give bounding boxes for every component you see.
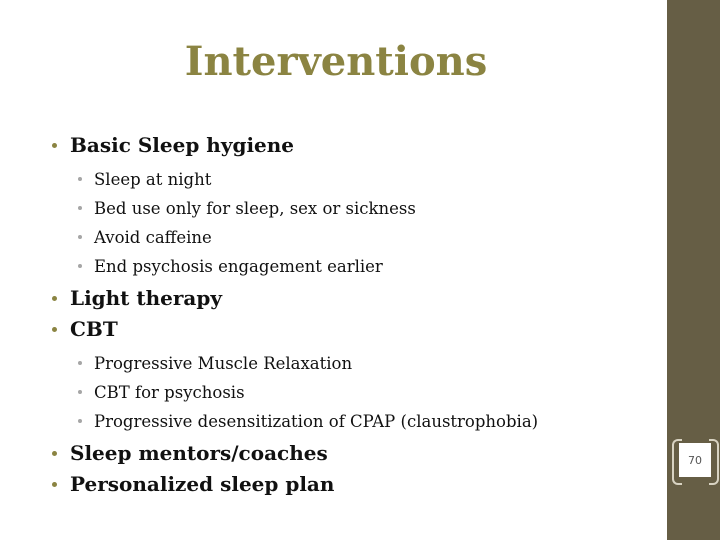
bullet-item — [52, 314, 652, 345]
sub-bullet-icon — [78, 419, 82, 423]
sub-bullet-icon — [78, 264, 82, 268]
bullet-icon — [52, 482, 57, 487]
sub-bullet-text: Avoid caffeine — [94, 228, 212, 247]
sub-bullet-icon — [78, 206, 82, 210]
page-number: 70 — [679, 443, 711, 477]
bullet-text: CBT — [70, 317, 118, 341]
sub-bullet-text: CBT for psychosis — [94, 383, 245, 402]
sub-bullet-item — [52, 252, 652, 281]
sub-bullet-item — [52, 378, 652, 407]
sub-bullet-item — [52, 194, 652, 223]
sub-bullet-icon — [78, 361, 82, 365]
sub-bullet-text: Sleep at night — [94, 170, 212, 189]
sub-bullet-item — [52, 349, 652, 378]
sub-bullet-list — [52, 165, 652, 281]
bullet-icon — [52, 296, 57, 301]
bullet-text: Personalized sleep plan — [70, 472, 335, 496]
sub-bullet-item — [52, 165, 652, 194]
bullet-list — [52, 130, 652, 500]
bullet-item — [52, 130, 652, 161]
sub-bullet-text: Bed use only for sleep, sex or sickness — [94, 199, 416, 218]
sub-bullet-icon — [78, 235, 82, 239]
bullet-item — [52, 438, 652, 469]
bullet-item — [52, 283, 652, 314]
bullet-icon — [52, 451, 57, 456]
bullet-icon — [52, 143, 57, 148]
bullet-text: Light therapy — [70, 286, 222, 310]
sub-bullet-text: Progressive Muscle Relaxation — [94, 354, 353, 373]
sub-bullet-text: End psychosis engagement earlier — [94, 257, 383, 276]
sub-bullet-item — [52, 223, 652, 252]
bullet-item — [52, 469, 652, 500]
slide-title: Interventions — [184, 38, 488, 85]
sub-bullet-icon — [78, 177, 82, 181]
sub-bullet-icon — [78, 390, 82, 394]
sub-bullet-item — [52, 407, 652, 436]
bullet-icon — [52, 327, 57, 332]
bullet-text: Sleep mentors/coaches — [70, 441, 328, 465]
page-number-bracket-right — [709, 439, 719, 485]
bullet-text: Basic Sleep hygiene — [70, 133, 295, 157]
sub-bullet-text: Progressive desensitization of CPAP (claustrophobia) — [94, 412, 539, 431]
sub-bullet-list — [52, 349, 652, 436]
